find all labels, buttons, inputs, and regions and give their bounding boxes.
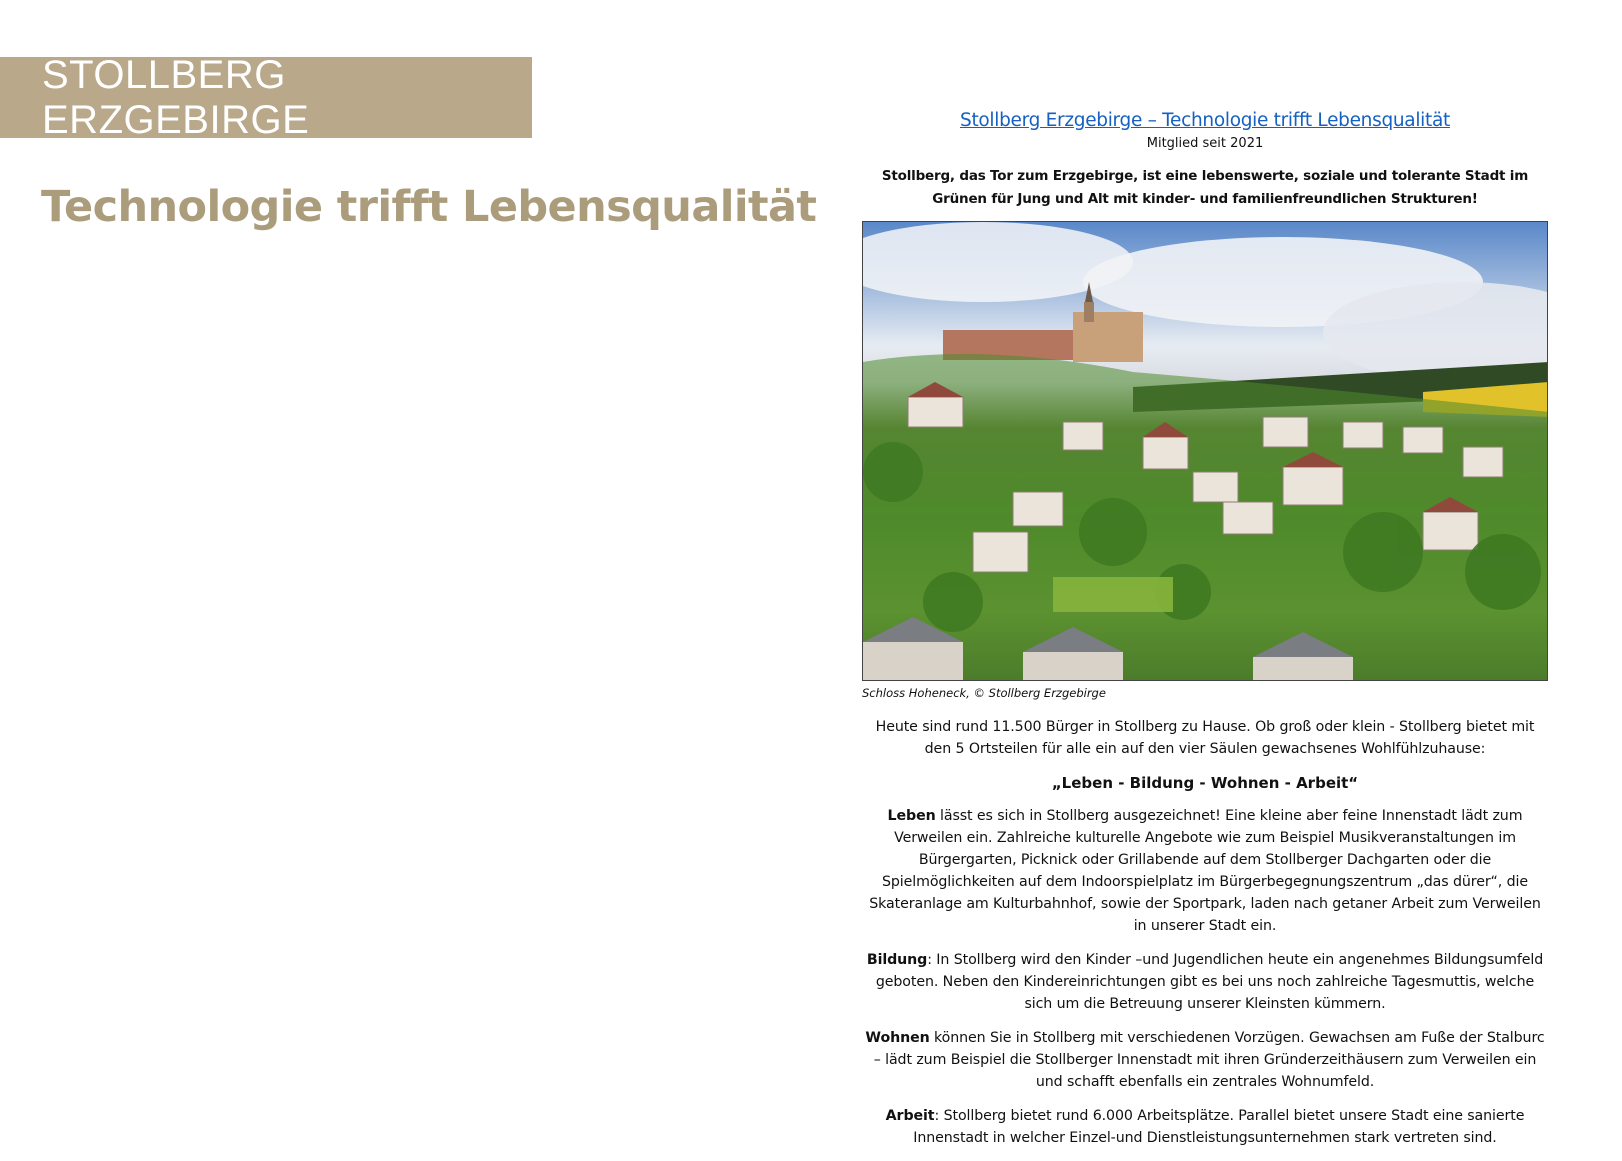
- section-term: Arbeit: [885, 1108, 935, 1124]
- section-text: lässt es sich in Stollberg ausgezeichnet! Eine kleine aber feine Innenstadt lädt zum Verweilen ein. Zahlreiche kulturelle Angebote wie zum Beispiel Musikveranstaltungen im Bürgergarten, Picknick oder Grillabende auf dem Stollberger Dachgarten oder die Spielmöglichkeiten auf dem Indoorspielplatz im Bürgerbegegnungszentrum „das dürer“, die Skateranlage am Kulturbahnhof, sowie der Sportpark, laden nach getaner Arbeit zum Verweilen in unserer Stadt ein.: [869, 808, 1541, 934]
- member-since: Mitglied seit 2021: [1146, 136, 1264, 151]
- section-leben: [862, 805, 1548, 937]
- motto: „Leben - Bildung - Wohnen - Arbeit“: [1051, 774, 1359, 792]
- town-photo-illustration: [863, 222, 1548, 681]
- banner-title: STOLLBERG ERZGEBIRGE: [42, 52, 310, 142]
- document-title-link[interactable]: Stollberg Erzgebirge – Technologie trifft Lebensqualität: [960, 110, 1450, 131]
- document-panel: [862, 108, 1548, 1161]
- lead-paragraph: Stollberg, das Tor zum Erzgebirge, ist eine lebenswerte, soziale und tolerante Stadt im Grünen für Jung und Alt mit kinder- und familienfreundlichen Strukturen!: [881, 168, 1529, 207]
- section-arbeit: [862, 1105, 1548, 1149]
- town-photo: [862, 221, 1548, 681]
- section-bildung: [862, 949, 1548, 1015]
- section-term: Wohnen: [865, 1030, 930, 1046]
- section-text: können Sie in Stollberg mit verschiedenen Vorzügen. Gewachsen am Fuße der Stalburc – lädt zum Beispiel die Stollberger Innenstadt mit ihren Gründerzeithäusern zum Verweilen ein und schafft ebenfalls ein zentrales Wohnumfeld.: [873, 1030, 1545, 1090]
- section-text: : Stollberg bietet rund 6.000 Arbeitsplätze. Parallel bietet unsere Stadt eine sanierte Innenstadt in welcher Einzel-und Dienstleistungsunternehmen stark vertreten sind.: [913, 1108, 1525, 1146]
- section-text: : In Stollberg wird den Kinder –und Jugendlichen heute ein angenehmes Bildungsumfeld geboten. Neben den Kindereinrichtungen gibt es bei uns noch zahlreiche Tagesmuttis, welche sich um die Betreuung unserer Kleinsten kümmern.: [875, 952, 1544, 1012]
- title-banner: [0, 52, 532, 142]
- section-term: Bildung: [866, 952, 928, 968]
- intro-paragraph: Heute sind rund 11.500 Bürger in Stollberg zu Hause. Ob groß oder klein - Stollberg bietet mit den 5 Ortsteilen für alle ein auf den vier Säulen gewachsenes Wohlfühlzuhause:: [875, 719, 1535, 757]
- section-term: Leben: [887, 808, 936, 824]
- section-wohnen: [862, 1027, 1548, 1093]
- photo-caption: Schloss Hoheneck, © Stollberg Erzgebirge: [862, 686, 1106, 700]
- page-headline: Technologie trifft Lebensqualität: [41, 182, 817, 232]
